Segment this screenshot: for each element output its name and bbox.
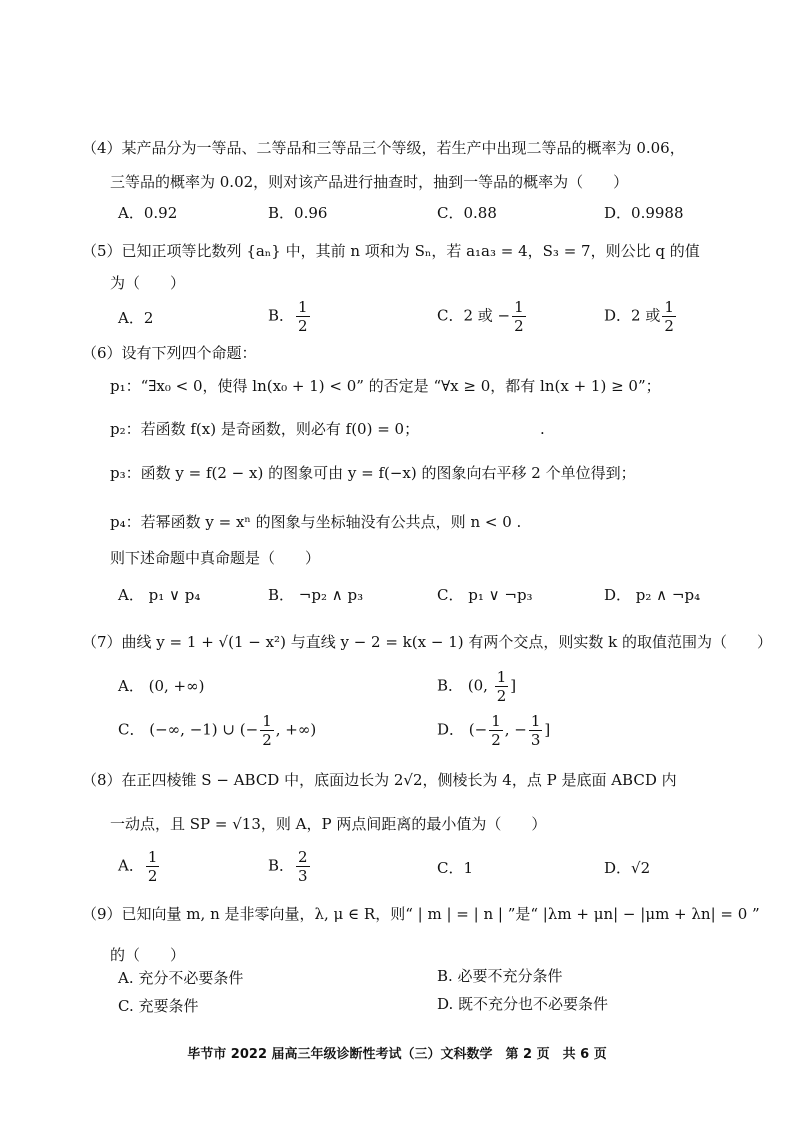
fraction-denominator: 3 xyxy=(530,731,541,749)
q6-proposition-p3: p₃：函数 y = f(2 − x) 的图象可由 y = f(−x) 的图象向右平移 2 个单位得到； xyxy=(110,464,636,482)
q7-option-b xyxy=(437,668,516,705)
q7-option-d xyxy=(437,712,550,749)
q4-stem-line1: （4）某产品分为一等品、二等品和三等品三个等级，若生产中出现二等品的概率为 0.06， xyxy=(82,139,685,157)
q7-option-a: A． (0, +∞) xyxy=(118,677,205,695)
fraction-denominator: 3 xyxy=(298,867,308,885)
q7-option-b-suffix: ] xyxy=(510,676,517,695)
fraction-denominator: 2 xyxy=(298,317,308,335)
q5-option-b-label: B． xyxy=(268,306,295,325)
q8-option-a xyxy=(118,848,161,885)
q8-option-b xyxy=(268,848,312,885)
q8-option-a-label: A． xyxy=(118,856,144,875)
fraction-numerator: 1 xyxy=(664,298,674,316)
q6-proposition-p2: p₂：若函数 f(x) 是奇函数，则必有 f(0) = 0； xyxy=(110,420,420,438)
q5-option-d xyxy=(604,298,678,335)
q7-option-d-middle: , − xyxy=(504,720,527,739)
q7-option-d-suffix: ] xyxy=(544,720,551,739)
page-footer: 毕节市 2022 届高三年级诊断性考试（三）文科数学 第 2 页 共 6 页 xyxy=(187,1047,607,1062)
q7-option-d-prefix: D． (− xyxy=(437,720,488,739)
q7-option-c-fraction xyxy=(260,712,274,749)
fraction-denominator: 2 xyxy=(147,867,158,885)
q9-option-b: B. 必要不充分条件 xyxy=(437,967,563,985)
q7-option-c xyxy=(118,712,316,749)
q8-option-c: C．1 xyxy=(437,859,474,877)
q4-option-d: D．0.9988 xyxy=(604,204,684,222)
q6-proposition-p4: p₄：若幂函数 y = xⁿ 的图象与坐标轴没有公共点，则 n < 0 . xyxy=(110,513,522,531)
q9-stem-line1: （9）已知向量 m, n 是非零向量，λ, μ ∈ R，则“ | m | = | n | ”是“ |λm + μn| − |μm + λn| = 0 ” xyxy=(82,905,760,923)
fraction-denominator: 2 xyxy=(514,317,524,335)
q5-stem-line1: （5）已知正项等比数列 {aₙ} 中，其前 n 项和为 Sₙ，若 a₁a₃ = 4，S₃ = 7，则公比 q 的值 xyxy=(82,242,700,260)
fraction-denominator: 2 xyxy=(491,731,501,749)
q6-option-b: B． ¬p₂ ∧ p₃ xyxy=(268,586,364,604)
fraction-numerator: 2 xyxy=(298,848,308,866)
q7-option-d-fraction-1 xyxy=(489,712,503,749)
q5-option-c-fraction xyxy=(512,298,526,335)
fraction-denominator: 2 xyxy=(496,687,507,705)
q8-option-b-fraction xyxy=(296,848,310,885)
q6-stray-dot: . xyxy=(540,420,545,438)
fraction-numerator: 1 xyxy=(298,298,308,316)
q9-option-d: D. 既不充分也不必要条件 xyxy=(437,995,609,1013)
q7-option-b-prefix: B． (0, xyxy=(437,676,493,695)
q9-option-c: C. 充要条件 xyxy=(118,997,199,1015)
q5-option-a: A．2 xyxy=(118,309,154,327)
q5-stem-line2: 为（ ） xyxy=(110,274,186,292)
q6-intro: （6）设有下列四个命题： xyxy=(82,344,257,362)
q7-stem-line1: （7）曲线 y = 1 + √(1 − x²) 与直线 y − 2 = k(x − 1) 有两个交点，则实数 k 的取值范围为（ ） xyxy=(82,633,772,651)
q7-option-b-fraction xyxy=(495,668,509,705)
q5-option-b xyxy=(268,298,312,335)
q8-option-b-label: B． xyxy=(268,856,295,875)
q5-option-c xyxy=(437,298,528,335)
q8-option-d: D．√2 xyxy=(604,859,651,877)
q8-option-a-fraction xyxy=(146,848,160,885)
q6-proposition-p1: p₁：“∃x₀ < 0，使得 ln(x₀ + 1) < 0” 的否定是 “∀x ≥ 0，都有 ln(x + 1) ≥ 0”； xyxy=(110,377,661,395)
fraction-numerator: 1 xyxy=(530,712,541,730)
fraction-numerator: 1 xyxy=(514,298,524,316)
q5-option-c-label: C．2 或 − xyxy=(437,306,511,325)
fraction-numerator: 1 xyxy=(147,848,158,866)
q5-option-d-label: D．2 或 xyxy=(604,306,661,325)
q9-stem-line2: 的（ ） xyxy=(110,946,186,964)
q8-stem-line1: （8）在正四棱锥 S − ABCD 中，底面边长为 2√2，侧棱长为 4，点 P 是底面 ABCD 内 xyxy=(82,771,677,789)
q7-option-d-fraction-2 xyxy=(529,712,543,749)
fraction-numerator: 1 xyxy=(496,668,507,686)
q5-option-b-fraction xyxy=(296,298,310,335)
q4-option-c: C．0.88 xyxy=(437,204,497,222)
q7-option-c-suffix: , +∞) xyxy=(275,720,317,739)
q7-option-c-prefix: C． (−∞, −1) ∪ (− xyxy=(118,720,259,739)
q6-option-a: A． p₁ ∨ p₄ xyxy=(118,586,201,604)
q4-stem-line2: 三等品的概率为 0.02，则对该产品进行抽查时，抽到一等品的概率为（ ） xyxy=(110,173,629,191)
fraction-numerator: 1 xyxy=(491,712,501,730)
fraction-denominator: 2 xyxy=(664,317,674,335)
q6-option-d: D． p₂ ∧ ¬p₄ xyxy=(604,586,701,604)
fraction-denominator: 2 xyxy=(262,731,272,749)
q6-option-c: C． p₁ ∨ ¬p₃ xyxy=(437,586,533,604)
q5-option-d-fraction xyxy=(662,298,676,335)
q4-option-a: A．0.92 xyxy=(118,204,178,222)
q9-option-a: A. 充分不必要条件 xyxy=(118,969,244,987)
q6-ask: 则下述命题中真命题是（ ） xyxy=(110,549,321,567)
fraction-numerator: 1 xyxy=(262,712,272,730)
q4-option-b: B．0.96 xyxy=(268,204,328,222)
q8-stem-line2: 一动点，且 SP = √13，则 A，P 两点间距离的最小值为（ ） xyxy=(110,815,547,833)
